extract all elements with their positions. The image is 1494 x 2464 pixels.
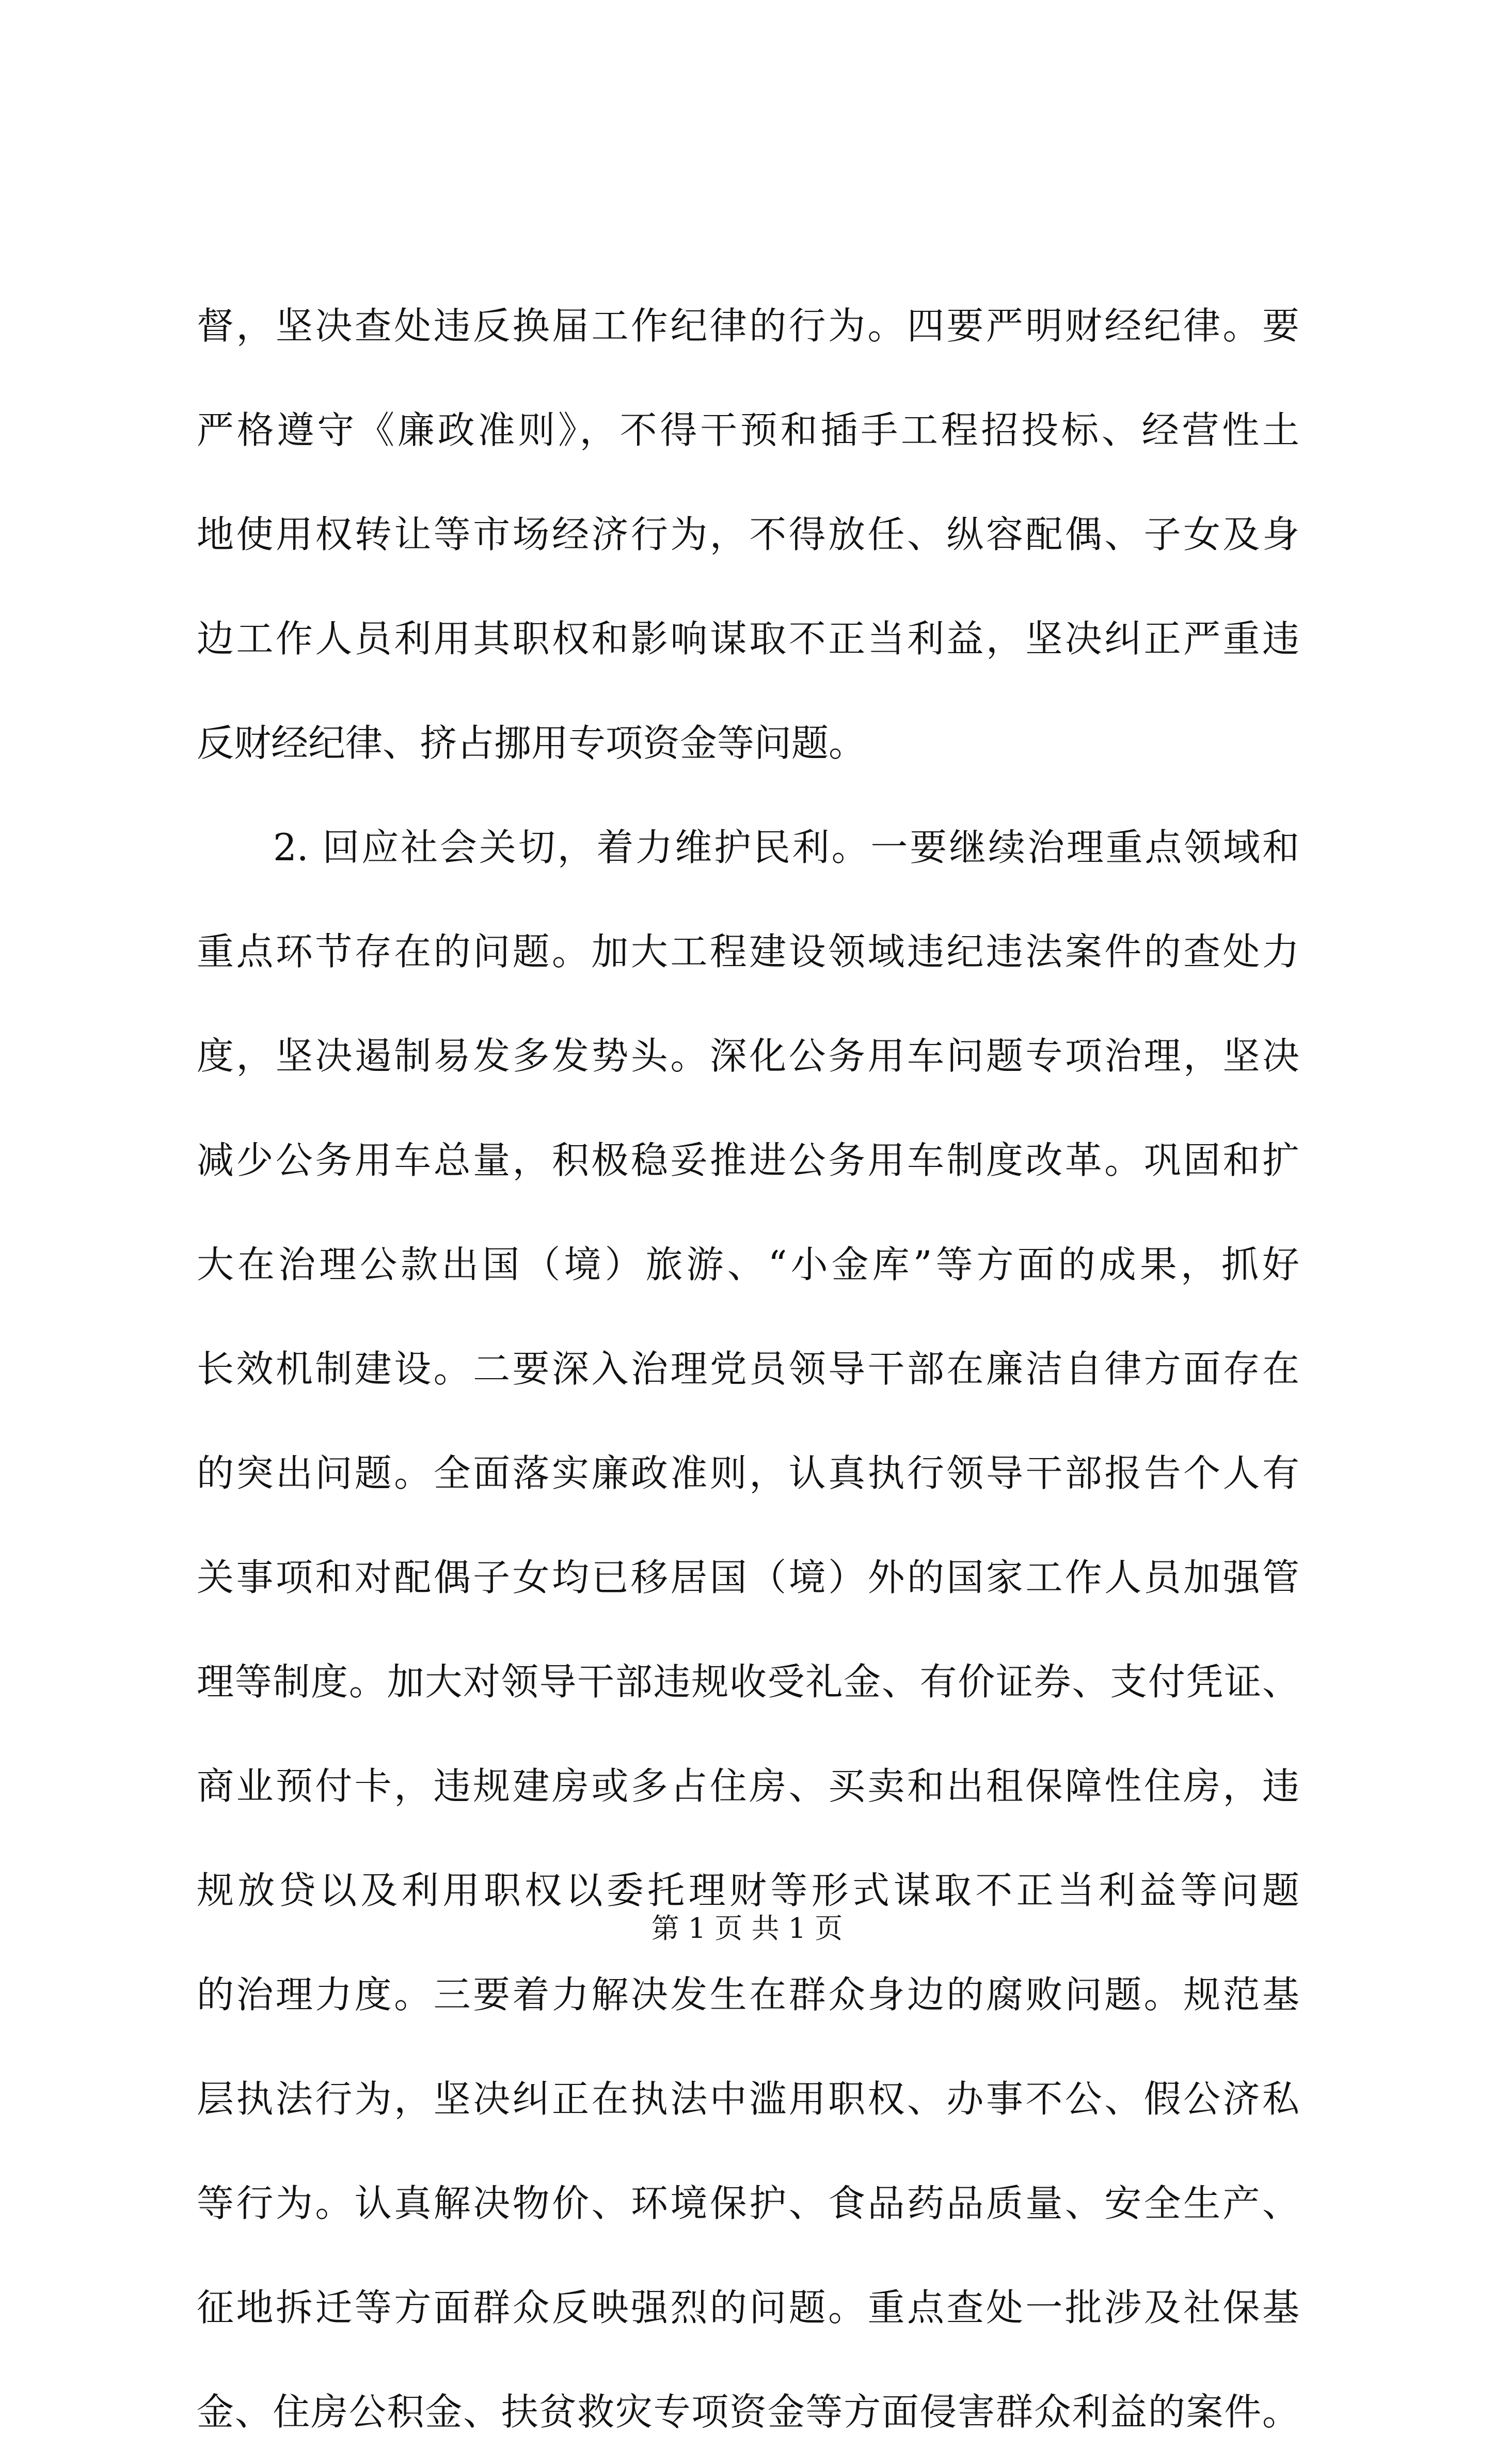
paragraph-line: 地使用权转让等市场经济行为，不得放任、纵容配偶、子女及身 (197, 513, 1299, 556)
paragraph-line: 的突出问题。全面落实廉政准则，认真执行领导干部报告个人有 (197, 1451, 1299, 1495)
paragraph-line: 征地拆迁等方面群众反映强烈的问题。重点查处一批涉及社保基 (197, 2286, 1299, 2329)
paragraph-line: 严格遵守《廉政准则》，不得干预和插手工程招投标、经营性土 (197, 408, 1299, 452)
paragraph-line: 层执法行为，坚决纠正在执法中滥用职权、办事不公、假公济私 (197, 2077, 1299, 2121)
paragraph-line: 关事项和对配偶子女均已移居国（境）外的国家工作人员加强管 (197, 1556, 1299, 1599)
paragraph-line: 反财经纪律、挤占挪用专项资金等问题。 (197, 721, 866, 765)
paragraph-line: 长效机制建设。二要深入治理党员领导干部在廉洁自律方面存在 (197, 1347, 1299, 1391)
document-body (197, 274, 1299, 2464)
paragraph-line: 2. 回应社会关切，着力维护民利。一要继续治理重点领域和 (273, 826, 1299, 869)
paragraph-line: 商业预付卡，违规建房或多占住房、买卖和出租保障性住房，违 (197, 1764, 1299, 1808)
paragraph-line: 理等制度。加大对领导干部违规收受礼金、有价证券、支付凭证、 (197, 1660, 1299, 1703)
paragraph-line: 减少公务用车总量，积极稳妥推进公务用车制度改革。巩固和扩 (197, 1139, 1299, 1182)
paragraph-line: 规放贷以及利用职权以委托理财等形式谋取不正当利益等问题 (197, 1869, 1299, 1912)
paragraph-line: 大在治理公款出国（境）旅游、“小金库”等方面的成果，抓好 (197, 1243, 1299, 1286)
paragraph-line: 重点环节存在的问题。加大工程建设领域违纪违法案件的查处力 (197, 930, 1299, 973)
paragraph-line: 督，坚决查处违反换届工作纪律的行为。四要严明财经纪律。要 (197, 304, 1299, 348)
page-number-footer: 第 1 页 共 1 页 (651, 1912, 843, 1945)
paragraph-line: 的治理力度。三要着力解决发生在群众身边的腐败问题。规范基 (197, 1973, 1299, 2016)
paragraph-line: 等行为。认真解决物价、环境保护、食品药品质量、安全生产、 (197, 2182, 1299, 2225)
paragraph-line: 金、住房公积金、扶贫救灾专项资金等方面侵害群众利益的案件。 (197, 2390, 1299, 2434)
paragraph-line: 度，坚决遏制易发多发势头。深化公务用车问题专项治理，坚决 (197, 1034, 1299, 1078)
paragraph-line: 边工作人员利用其职权和影响谋取不正当利益，坚决纠正严重违 (197, 617, 1299, 660)
